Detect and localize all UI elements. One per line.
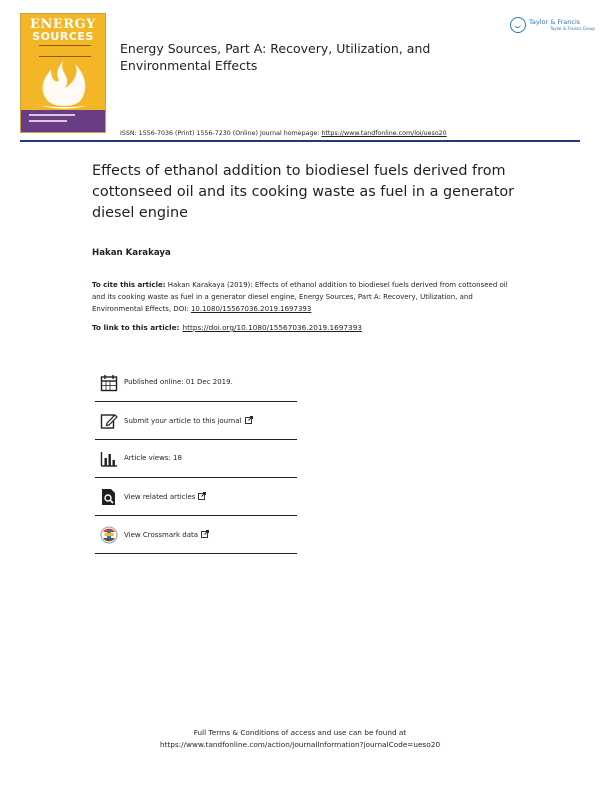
info-crossmark[interactable]: [95, 516, 297, 554]
cover-title-line1: ENERGY: [30, 17, 96, 32]
crossmark-text: View Crossmark data: [124, 531, 199, 539]
issn-line: [120, 130, 447, 137]
citation-block: [92, 279, 512, 315]
citation-doi-link[interactable]: 10.1080/15567036.2019.1697393: [190, 305, 312, 313]
cover-band: [21, 110, 105, 132]
info-submit-article[interactable]: [95, 402, 297, 440]
info-article-views: [95, 440, 297, 478]
crossmark-icon: [100, 526, 118, 544]
article-doi-url[interactable]: https://doi.org/10.1080/15567036.2019.1697393: [182, 323, 362, 332]
external-link-icon: [245, 416, 253, 424]
info-published-online: [95, 364, 297, 402]
cover-subtitle-lines: [39, 45, 91, 57]
published-online-text: Published online: 01 Dec 2019.: [124, 378, 233, 386]
article-views-text: Article views: 18: [124, 454, 182, 462]
bar-chart-icon: [100, 450, 118, 468]
document-search-icon: [100, 488, 118, 506]
journal-title: Energy Sources, Part A: Recovery, Utilization, and Environmental Effects: [120, 41, 431, 73]
journal-cover: [20, 13, 106, 133]
footer: [0, 727, 600, 751]
taylor-francis-logo-icon: [510, 17, 526, 33]
publisher-logo[interactable]: [510, 16, 595, 38]
article-author: Hakan Karakaya: [92, 248, 171, 258]
header-divider: [20, 140, 580, 142]
calendar-icon: [100, 374, 118, 392]
citation-label: To cite this article:: [92, 281, 166, 289]
external-link-icon: [201, 530, 209, 538]
article-link-line: [92, 323, 362, 332]
flame-illustration: [29, 58, 99, 110]
publisher-name: Taylor & Francis: [529, 18, 581, 26]
edit-icon: [100, 412, 118, 430]
journal-homepage-link[interactable]: https://www.tandfonline.com/loi/ueso20: [321, 130, 447, 137]
external-link-icon: [198, 492, 206, 500]
footer-terms-link[interactable]: https://www.tandfonline.com/action/journalInformation?journalCode=ueso20: [159, 740, 441, 749]
publisher-group: Taylor & Francis Group: [550, 26, 595, 31]
cover-title-line2: SOURCES: [32, 30, 94, 43]
related-articles-text: View related articles: [124, 493, 196, 501]
info-related-articles[interactable]: [95, 478, 297, 516]
footer-terms-text: Full Terms & Conditions of access and use can be found at: [193, 728, 407, 737]
article-title: Effects of ethanol addition to biodiesel fuels derived from cottonseed oil and its cooking waste as fuel in a generator diesel engine: [92, 163, 515, 221]
citation-text: Hakan Karakaya (2019): Effects of ethanol addition to biodiesel fuels derived from cottonseed oil and its cooking waste as fuel in a generator diesel engine, Energy Sources, Part A: Recovery, Utilization, and Environmental Effects, DOI:: [92, 281, 508, 313]
article-link-label: To link to this article:: [92, 323, 180, 332]
issn-text: ISSN: 1556-7036 (Print) 1556-7230 (Online) Journal homepage:: [120, 130, 322, 137]
submit-article-text: Submit your article to this journal: [124, 417, 242, 425]
